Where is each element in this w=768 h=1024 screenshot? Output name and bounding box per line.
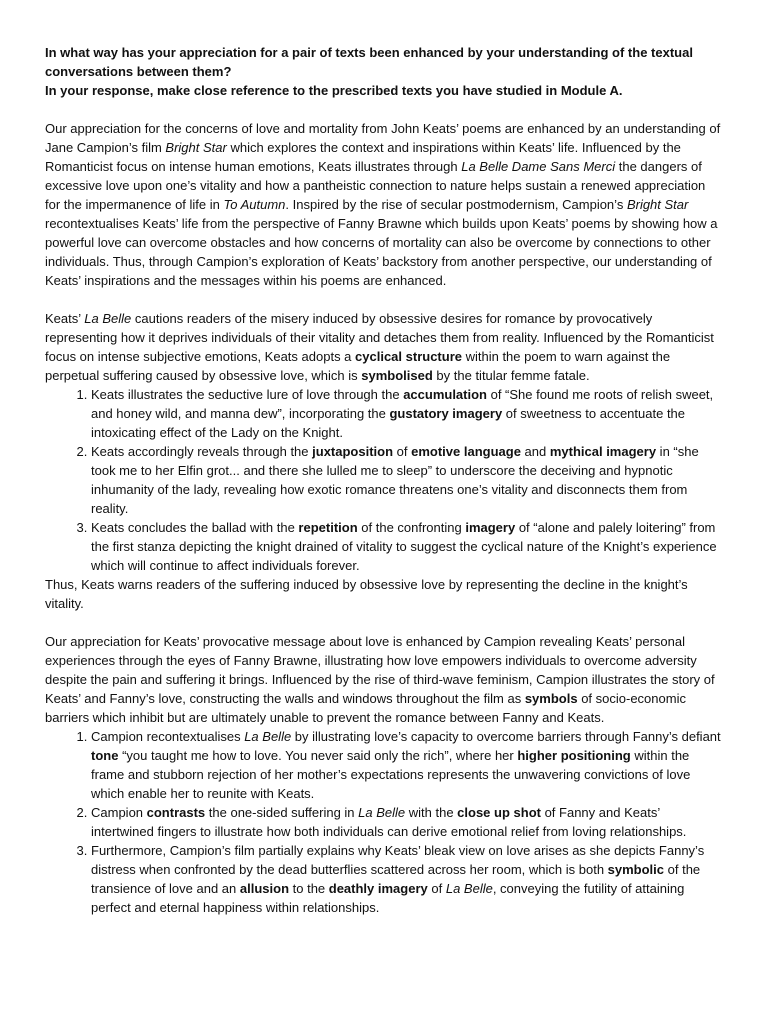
list-item	[91, 727, 724, 803]
text-run: to the	[289, 881, 329, 896]
paragraph-spacer	[45, 290, 724, 309]
italic-title: La Belle Dame Sans Merci	[461, 159, 616, 174]
text-run: of Fanny and Keats’ intertwined fingers to illustrate how both individuals can derive emotional relief from loving relationships.	[91, 805, 687, 839]
bold-term: deathly imagery	[328, 881, 428, 896]
list-item	[91, 442, 724, 518]
italic-title: La Belle	[358, 805, 406, 820]
italic-title: La Belle	[244, 729, 292, 744]
bold-term: symbolic	[607, 862, 665, 877]
text-run: of	[393, 444, 412, 459]
bold-term: allusion	[239, 881, 290, 896]
text-run: the one-sided suffering in	[205, 805, 359, 820]
question-line: In what way has your appreciation for a pair of texts been enhanced by your understanding of the textual conversations between them?	[45, 45, 693, 79]
question-instruction: In your response, make close reference to the prescribed texts you have studied in Module A.	[45, 83, 623, 98]
bold-term: gustatory imagery	[389, 406, 503, 421]
bold-term: tone	[91, 748, 119, 763]
text-run: Campion recontextualises	[91, 729, 245, 744]
text-run: of socio-economic barriers which inhibit but are ultimately unable to prevent the romance between Fanny and Keats.	[45, 691, 686, 725]
bold-term: close up shot	[457, 805, 541, 820]
body-paragraph-1	[45, 309, 724, 385]
text-run: Our appreciation for the concerns of love and mortality from John Keats’ poems are enhanced by an understanding of Jane Campion’s film	[45, 121, 721, 155]
text-run: . Inspired by the rise of secular postmodernism, Campion’s	[285, 197, 627, 212]
analysis-list-2	[45, 727, 724, 917]
list-item	[91, 803, 724, 841]
list-item	[91, 518, 724, 575]
text-run: “you taught me how to love. You never said only the rich”, where her	[118, 748, 518, 763]
text-run: of the confronting	[357, 520, 466, 535]
essay-question	[45, 43, 724, 100]
text-run: of “She found me roots of relish sweet, and honey wild, and manna dew”, incorporating the	[91, 387, 714, 421]
bold-term: mythical imagery	[549, 444, 657, 459]
text-run: of	[427, 881, 446, 896]
text-run: with the	[405, 805, 458, 820]
text-run: of sweetness to accentuate the intoxicating effect of the Lady on the Knight.	[91, 406, 686, 440]
text-run: , conveying the futility of attaining perfect and eternal happiness within relationships.	[91, 881, 685, 915]
text-run: within the frame and stubborn rejection of her mother’s expectations represents the unwavering convictions of love which enable her to reunite with Keats.	[91, 748, 691, 801]
italic-title: La Belle	[445, 881, 493, 896]
body-paragraph-2	[45, 632, 724, 727]
paragraph-spacer	[45, 613, 724, 632]
text-run: in “she took me to her Elfin grot... and there she lulled me to sleep” to underscore the deceiving and hypnotic inhumanity of the lady, revealing how exotic romance threatens one’s vitality and disconnects them from reality.	[91, 444, 699, 516]
text-run: of “alone and palely loitering” from the first stanza depicting the knight drained of vitality to suggest the cyclical nature of the Knight’s experience which will continue to affect individuals forever.	[91, 520, 717, 573]
paragraph-spacer	[45, 100, 724, 119]
text-run: recontextualises Keats’ life from the perspective of Fanny Brawne which builds upon Keats’ poems by showing how a powerful love can overcome obstacles and how concerns of mortality can also be overcome by connections to other individuals. Thus, through Campion’s exploration of Keats’ backstory from another perspective, our understanding of Keats’ inspirations and the messages within his poems are enhanced.	[45, 216, 718, 288]
bold-term: contrasts	[146, 805, 206, 820]
bold-term: juxtaposition	[312, 444, 394, 459]
bold-term: repetition	[298, 520, 358, 535]
text-run: Furthermore, Campion’s film partially explains why Keats’ bleak view on love arises as she depicts Fanny’s distress when confronted by the dead butterflies scattered across her room, which is both	[91, 843, 705, 877]
bold-term: imagery	[465, 520, 516, 535]
bold-term: emotive language	[411, 444, 521, 459]
text-run: Our appreciation for Keats’ provocative message about love is enhanced by Campion revealing Keats’ personal experiences through the eyes of Fanny Brawne, illustrating how love empowers individuals to overcome adversity despite the pain and suffering it brings. Influenced by the rise of third-wave feminism, Campion illustrates the story of Keats’ and Fanny’s love, constructing the walls and windows throughout the film as	[45, 634, 715, 706]
text-run: by the titular femme fatale.	[432, 368, 590, 383]
text-run: which explores the context and inspirations within Keats’ life. Influenced by the Romanticist focus on intense human emotions, Keats illustrates through	[45, 140, 681, 174]
italic-title: Bright Star	[165, 140, 227, 155]
text-run: Keats illustrates the seductive lure of love through the	[91, 387, 404, 402]
analysis-list-1	[45, 385, 724, 575]
intro-paragraph	[45, 119, 724, 290]
list-item	[91, 841, 724, 917]
italic-title: La Belle	[84, 311, 132, 326]
bold-term: cyclical structure	[355, 349, 462, 364]
text-run: Keats concludes the ballad with the	[91, 520, 299, 535]
paragraph-conclusion-1	[45, 575, 724, 613]
text-run: Thus, Keats warns readers of the suffering induced by obsessive love by representing the decline in the knight’s vitality.	[45, 577, 688, 611]
text-run: and	[520, 444, 550, 459]
bold-term: symbolised	[361, 368, 433, 383]
text-run: cautions readers of the misery induced by obsessive desires for romance by provocatively representing how it deprives individuals of their vitality and detaches them from reality. Influenced by the Romanticist focus on intense subjective emotions, Keats adopts a	[45, 311, 714, 364]
text-run: Campion	[91, 805, 147, 820]
text-run: by illustrating love’s capacity to overcome barriers through Fanny’s defiant	[291, 729, 721, 744]
text-run: within the poem to warn against the perpetual suffering caused by obsessive love, which is	[45, 349, 671, 383]
bold-term: accumulation	[403, 387, 487, 402]
italic-title: Bright Star	[626, 197, 689, 212]
text-run: the dangers of excessive love upon one’s vitality and how a pantheistic connection to nature helps sustain a renewed appreciation for the impermanence of life in	[45, 159, 706, 212]
text-run: Keats’	[45, 311, 85, 326]
bold-term: symbols	[524, 691, 578, 706]
italic-title: To Autumn	[223, 197, 286, 212]
text-run: Keats accordingly reveals through the	[91, 444, 313, 459]
text-run: of the transience of love and an	[91, 862, 701, 896]
list-item	[91, 385, 724, 442]
bold-term: higher positioning	[517, 748, 631, 763]
